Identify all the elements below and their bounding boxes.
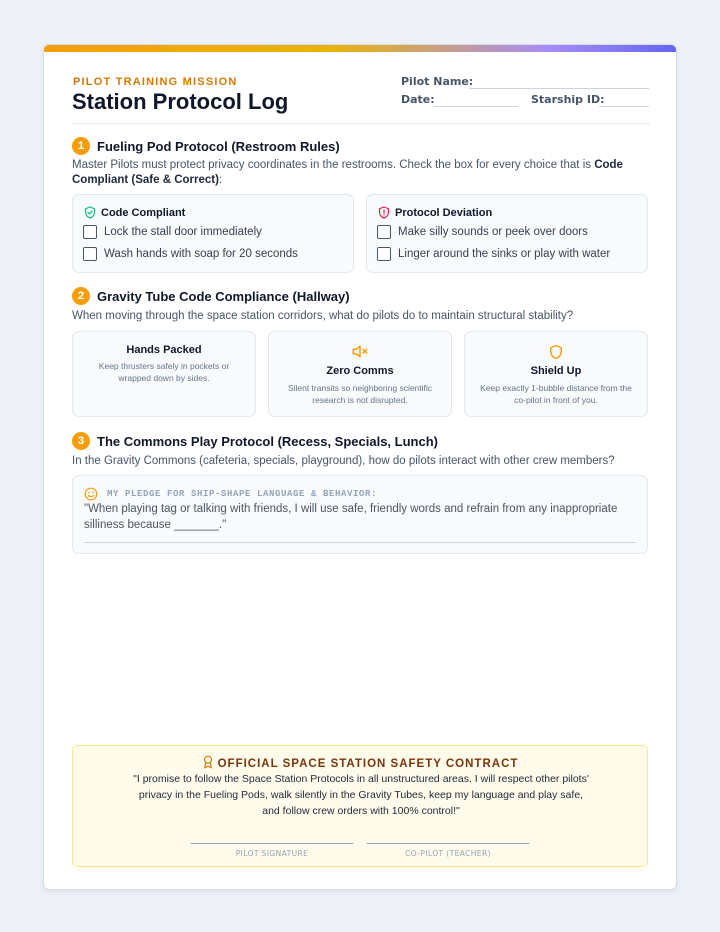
mission-kicker: PILOT TRAINING MISSION [73,76,238,88]
worksheet-page [43,44,677,890]
date-label: Date: [401,93,435,106]
tile-description: Silent transits so neighboring scientific research is not disrupted. [287,383,433,405]
shield-up-tile [464,331,648,417]
pilot-signature-label: PILOT SIGNATURE [235,849,309,858]
section-3-number: 3 [72,432,90,450]
checklist-item[interactable]: Wash hands with soap for 20 seconds [83,247,298,261]
pledge-text: "When playing tag or talking with friends, I will use safe, friendly words and refrain from any inappropriate silliness because _______." [84,503,618,531]
starship-id-field[interactable] [599,106,649,107]
gradient-header-bar [44,45,676,52]
section-1-title: Fueling Pod Protocol (Restroom Rules) [97,139,340,154]
zero-comms-tile [268,331,452,417]
checklist-item[interactable]: Linger around the sinks or play with water [377,247,610,261]
date-field[interactable] [434,106,518,107]
pledge-box[interactable] [72,475,648,554]
page-title: Station Protocol Log [72,89,289,114]
shield-check-icon [84,206,96,219]
tile-title: Zero Comms [326,365,394,377]
protocol-deviation-card [366,194,648,273]
award-icon [202,755,214,769]
copilot-signature-line[interactable] [367,843,529,844]
starship-id-label: Starship ID: [531,93,605,106]
tile-title: Hands Packed [126,344,202,356]
section-1-description: Master Pilots must protect privacy coordinates in the restrooms. Check the box for every choice that is Code Compliant (Safe & Correct): [72,159,623,186]
section-3-description: In the Gravity Commons (cafeteria, specials, playground), how do pilots interact with other crew members? [72,455,615,467]
pledge-answer-line[interactable] [84,542,636,543]
checkbox[interactable] [83,225,97,239]
checklist-item[interactable]: Lock the stall door immediately [83,225,262,239]
pilot-name-label: Pilot Name: [401,75,474,88]
header-divider [72,123,650,124]
checkbox[interactable] [83,247,97,261]
contract-text: "I promise to follow the Space Station Protocols in all unstructured areas. I will respect other pilots' privacy in the Fueling Pods, walk silently in the Gravity Tubes, keep my language and play safe, and follow crew orders with 100% control!" [133,773,589,817]
smile-icon [84,487,98,501]
section-2-title: Gravity Tube Code Compliance (Hallway) [97,289,350,304]
safety-contract [72,745,648,867]
tile-description: Keep thrusters safely in pockets or wrapped down by sides. [98,361,230,383]
checkbox[interactable] [377,225,391,239]
protocol-deviation-heading: Protocol Deviation [378,206,492,219]
copilot-signature-label: CO-PILOT (TEACHER) [405,849,491,858]
hands-packed-tile [72,331,256,417]
section-1-number: 1 [72,137,90,155]
tile-title: Shield Up [530,365,582,377]
checkbox[interactable] [377,247,391,261]
code-compliant-card [72,194,354,273]
code-compliant-heading: Code Compliant [84,206,185,219]
shield-alert-icon [378,206,390,219]
shield-icon [549,344,563,360]
section-2-number: 2 [72,287,90,305]
tile-description: Keep exactly 1-bubble distance from the co-pilot in front of you. [480,383,632,405]
pledge-label: MY PLEDGE FOR SHIP-SHAPE LANGUAGE & BEHAVIOR: [107,489,378,499]
mute-icon [351,344,369,359]
section-3-title: The Commons Play Protocol (Recess, Specials, Lunch) [97,434,438,449]
section-2-description: When moving through the space station corridors, what do pilots do to maintain structural stability? [72,310,574,322]
pilot-signature-line[interactable] [191,843,353,844]
pilot-name-field[interactable] [469,88,649,89]
checklist-item[interactable]: Make silly sounds or peek over doors [377,225,588,239]
contract-title: OFFICIAL SPACE STATION SAFETY CONTRACT [73,755,647,770]
